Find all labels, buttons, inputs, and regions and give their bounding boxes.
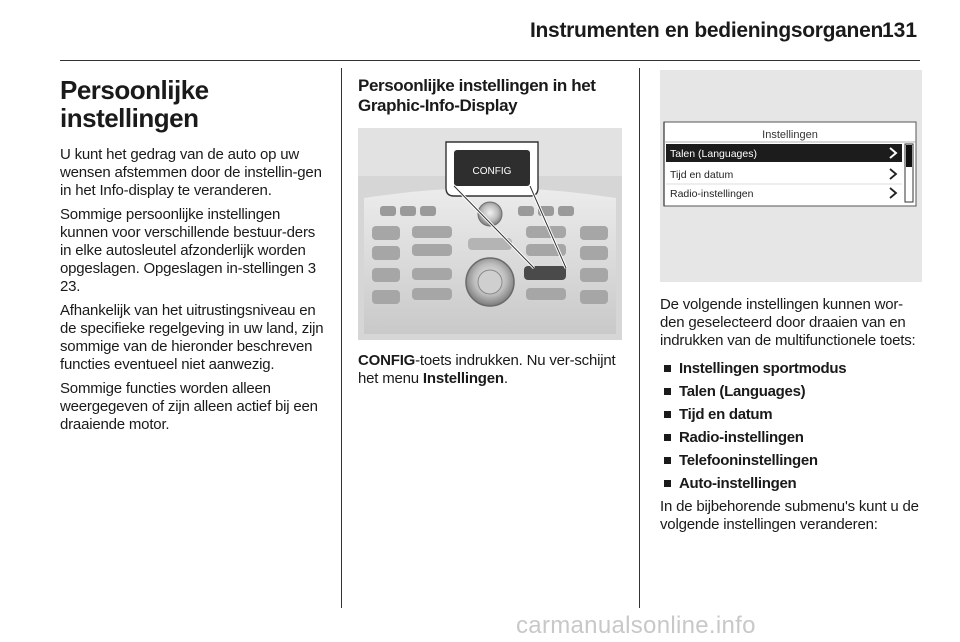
bullet-square-icon <box>664 480 671 487</box>
bullet-square-icon <box>664 434 671 441</box>
paragraph: Sommige functies worden alleen weergegeven of zijn alleen actief bij een draaiende motor. <box>60 380 318 433</box>
list-item-label: Telefooninstellingen <box>679 452 818 469</box>
subsection-heading-line1: Persoonlijke instellingen in het <box>358 76 596 95</box>
list-item <box>660 383 922 401</box>
column-2 <box>358 76 624 394</box>
intro-paragraph: De volgende instellingen kunnen wor-den geselecteerd door draaien van en indrukken van de multifunctionele toets: <box>660 296 916 349</box>
column-3 <box>660 76 922 540</box>
header-rule <box>60 60 920 61</box>
section-heading-line2: instellingen <box>60 103 199 133</box>
bullet-square-icon <box>664 388 671 395</box>
control-panel-photo <box>358 128 622 340</box>
photo-config-label: CONFIG <box>472 166 512 177</box>
display-screenshot <box>660 70 922 282</box>
subsection-heading <box>358 76 624 116</box>
header-title: Instrumenten en bedieningsorganen <box>530 19 883 42</box>
display-item-languages: Talen (Languages) <box>670 148 757 160</box>
bullet-square-icon <box>664 411 671 418</box>
list-item-label: Auto-instellingen <box>679 475 797 492</box>
paragraph: Afhankelijk van het uitrustingsniveau en de specifieke regelgeving in uw land, zijn sommige van de hieronder beschreven functies eventueel niet aanwezig. <box>60 302 324 373</box>
control-panel-illustration <box>358 128 622 340</box>
paragraph: U kunt het gedrag van de auto op uw wensen afstemmen door de instellin-gen in het Info-display te veranderen. <box>60 146 322 199</box>
outro-paragraph: In de bijbehorende submenu's kunt u de volgende instellingen veranderen: <box>660 498 919 533</box>
display-illustration <box>660 70 922 282</box>
list-item <box>660 429 922 447</box>
list-item-label: Instellingen sportmodus <box>679 360 847 377</box>
display-title: Instellingen <box>762 129 818 141</box>
section-heading <box>60 76 330 132</box>
display-item-radio: Radio-instellingen <box>670 188 754 200</box>
column-divider-2 <box>639 68 640 608</box>
caption-bold-menu: Instellingen <box>422 370 504 387</box>
list-item <box>660 475 922 493</box>
list-item <box>660 360 922 378</box>
subsection-heading-line2: Graphic-Info-Display <box>358 96 518 115</box>
page-number: 131 <box>882 19 918 42</box>
display-item-time: Tijd en datum <box>670 169 734 181</box>
list-item-label: Talen (Languages) <box>679 383 806 400</box>
list-item <box>660 452 922 470</box>
caption-text-end: . <box>503 370 508 387</box>
page-header <box>0 0 960 62</box>
column-1 <box>60 76 330 440</box>
bullet-square-icon <box>664 457 671 464</box>
column-divider-1 <box>341 68 342 608</box>
list-item-label: Radio-instellingen <box>679 429 804 446</box>
caption-bold-config: CONFIG <box>358 352 416 369</box>
bullet-square-icon <box>664 365 671 372</box>
watermark: carmanualsonline.info <box>516 612 756 639</box>
list-item <box>660 406 922 424</box>
paragraph: Sommige persoonlijke instellingen kunnen voor verschillende bestuur-ders in elke autosleutel afzonderlijk worden opgeslagen. Opgeslagen in-stellingen 3 23. <box>60 206 316 295</box>
list-item-label: Tijd en datum <box>679 406 773 423</box>
scrollbar-thumb <box>906 145 912 167</box>
section-heading-line1: Persoonlijke <box>60 75 209 105</box>
caption <box>358 352 624 388</box>
caption-text: -toets indrukken. Nu ver-schijnt het menu <box>358 352 616 387</box>
